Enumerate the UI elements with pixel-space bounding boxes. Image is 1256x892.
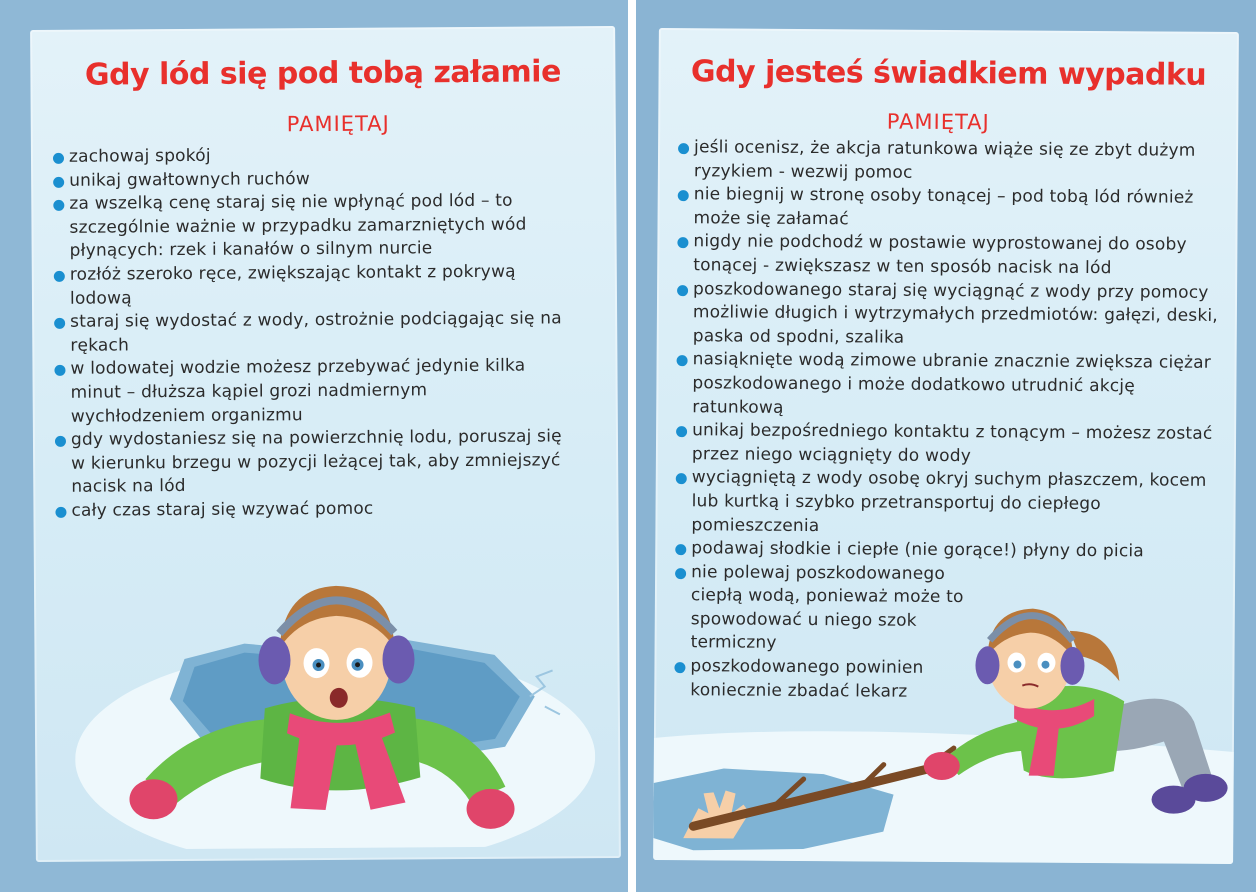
bullet-icon [676, 426, 687, 437]
list-item: nasiąknięte wodą zimowe ubranie znacznie zwiększa ciężar poszkodowanego i może dodatkowo utrudnić akcję ratunkową [676, 348, 1231, 423]
bullet-icon [677, 237, 688, 248]
list-item: rozłóż szeroko ręce, zwiększając kontakt z pokrywą lodową [54, 260, 564, 311]
bullet-icon [53, 176, 64, 187]
list-item: podawaj słodkie i ciepłe (nie gorące!) płyny do picia [675, 537, 1230, 564]
list-item: nigdy nie podchodź w postawie wyprostowanej do osoby tonącej - zwiększasz w ten sposób nacisk na lód [677, 230, 1232, 281]
right-subtitle: PAMIĘTAJ [886, 109, 990, 135]
right-title: Gdy jesteś świadkiem wypadku [690, 54, 1207, 93]
bullet-icon [676, 473, 687, 484]
bullet-icon [53, 200, 64, 211]
bullet-icon [54, 365, 65, 376]
list-item: wyciągniętą z wody osobę okryj suchym płaszczem, kocem lub kurtką i szybko przetransportuj do ciepłego pomieszczenia [675, 466, 1230, 541]
bullet-icon [54, 318, 65, 329]
bullet-icon [54, 271, 65, 282]
left-subtitle: PAMIĘTAJ [286, 111, 390, 137]
list-item: nie polewaj poszkodowanego ciepłą wodą, ponieważ może to spowodować u niego szok termiczny [675, 561, 982, 658]
right-page [636, 0, 1256, 892]
list-item: za wszelką cenę staraj się nie wpłynąć pod lód – to szczególnie ważnie w przypadku zamarzniętych wód płynących: rzek i kanałów o silnym nurcie [53, 190, 563, 264]
left-list [53, 142, 566, 523]
bullet-icon [55, 436, 66, 447]
left-card [30, 26, 621, 862]
right-card [653, 28, 1239, 864]
bullet-icon [675, 544, 686, 555]
fallen-through-ice-illustration [74, 546, 596, 850]
bullet-icon [678, 190, 689, 201]
rescuer-with-branch-illustration [653, 568, 1235, 864]
bullet-icon [678, 143, 689, 154]
list-item: poszkodowanego powinien koniecznie zbadać lekarz [674, 655, 980, 704]
list-item: gdy wydostaniesz się na powierzchnię lodu, poruszaj się w kierunku brzegu w pozycji leżącej tak, aby zmniejszyć nacisk na lód [55, 425, 565, 499]
list-item: unikaj gwałtownych ruchów [53, 166, 563, 193]
list-item: nie biegnij w stronę osoby tonącej – pod tobą lód również może się załamać [677, 183, 1232, 234]
bullet-icon [677, 355, 688, 366]
bullet-icon [55, 507, 66, 518]
list-item: zachowaj spokój [53, 142, 563, 169]
list-item: w lodowatej wodzie możesz przebywać jedynie kilka minut – dłuższa kąpiel grozi nadmiernym wychłodzeniem organizmu [54, 355, 564, 429]
left-title: Gdy lód się pod tobą załamie [84, 54, 561, 93]
list-item: poszkodowanego staraj się wyciągnąć z wody przy pomocy możliwie długich i wytrzymałych przedmiotów: gałęzi, deski, paska od spodni, szalika [677, 278, 1232, 353]
list-item: unikaj bezpośredniego kontaktu z tonącym – możesz zostać przez niego wciągnięty do wody [676, 419, 1231, 470]
bullet-icon [677, 285, 688, 296]
list-item: cały czas staraj się wzywać pomoc [55, 496, 565, 523]
bullet-icon [53, 153, 64, 164]
list-item: staraj się wydostać z wody, ostrożnie podciągając się na rękach [54, 307, 564, 358]
list-item: jeśli ocenisz, że akcja ratunkowa wiąże się ze zbyt dużym ryzykiem - wezwij pomoc [678, 136, 1233, 187]
